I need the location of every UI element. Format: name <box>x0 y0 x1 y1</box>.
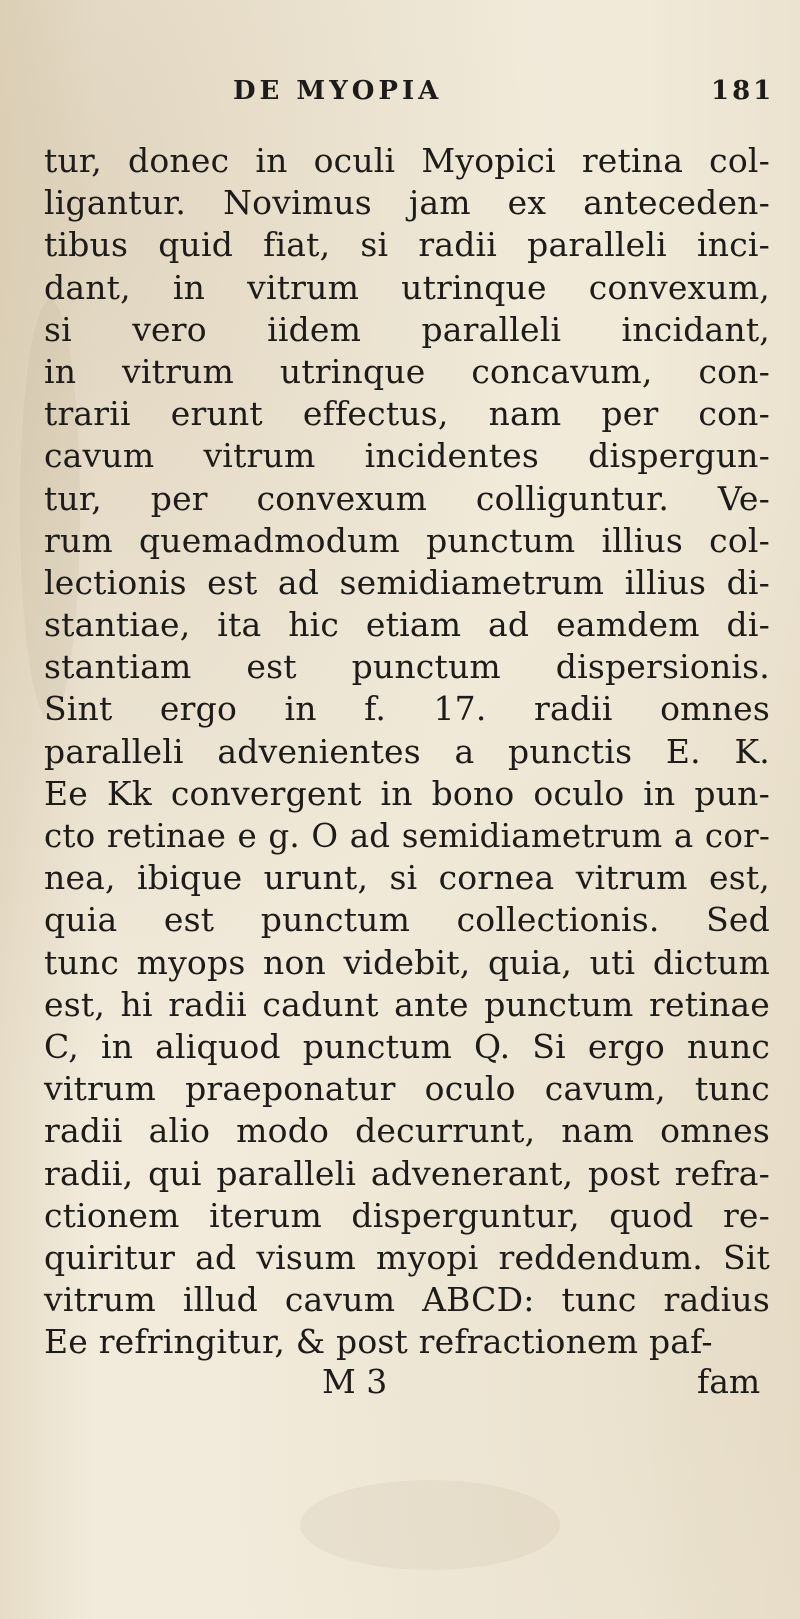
text-line: nea, ibique urunt, si cornea vitrum est, <box>44 858 770 898</box>
body-text <box>44 140 770 1363</box>
text-line: Ee Kk convergent in bono oculo in pun- <box>44 773 770 813</box>
text-line: stantiam est punctum dispersionis. <box>44 647 770 687</box>
text-line: cavum vitrum incidentes dispergun- <box>44 436 770 476</box>
catchword: fam <box>697 1362 761 1401</box>
text-line: tunc myops non videbit, quia, uti dictum <box>44 942 770 982</box>
text-line: lectionis est ad semidiametrum illius di- <box>44 562 770 602</box>
text-line: Ee refringitur, & post refractionem paf- <box>44 1322 713 1362</box>
text-line: stantiae, ita hic etiam ad eamdem di- <box>44 605 770 645</box>
text-line: si vero iidem paralleli incidant, <box>44 309 770 349</box>
signature-mark: M 3 <box>322 1362 388 1401</box>
text-line: vitrum illud cavum ABCD: tunc radius <box>44 1280 770 1320</box>
running-title: DE MYOPIA <box>233 76 443 106</box>
text-line: Sint ergo in f. 17. radii omnes <box>44 689 770 729</box>
text-line: radii alio modo decurrunt, nam omnes <box>44 1111 770 1151</box>
text-line: in vitrum utrinque concavum, con- <box>44 351 770 391</box>
running-head <box>0 76 800 116</box>
page-number: 181 <box>711 76 775 106</box>
text-line: est, hi radii cadunt ante punctum retinae <box>44 984 770 1024</box>
text-line: tibus quid fiat, si radii paralleli inci- <box>44 225 770 265</box>
text-line: cto retinae e g. O ad semidiametrum a cor- <box>44 817 770 855</box>
text-line: dant, in vitrum utrinque convexum, <box>44 267 770 307</box>
text-line: vitrum praeponatur oculo cavum, tunc <box>44 1069 770 1109</box>
text-line: paralleli advenientes a punctis E. K. <box>44 731 770 771</box>
text-line: trarii erunt effectus, nam per con- <box>44 394 770 434</box>
text-line: ctionem iterum disperguntur, quod re- <box>44 1195 770 1235</box>
text-line: C, in aliquod punctum Q. Si ergo nunc <box>44 1026 770 1066</box>
text-line: rum quemadmodum punctum illius col- <box>44 520 770 560</box>
page-footer <box>0 1362 800 1406</box>
text-line: quia est punctum collectionis. Sed <box>44 900 770 940</box>
text-line: tur, per convexum colliguntur. Ve- <box>44 478 770 518</box>
text-line: ligantur. Novimus jam ex anteceden- <box>44 183 770 223</box>
text-line: quiritur ad visum myopi reddendum. Sit <box>44 1237 770 1277</box>
paper-stain <box>300 1480 560 1570</box>
text-line: tur, donec in oculi Myopici retina col- <box>44 141 770 180</box>
text-line: radii, qui paralleli advenerant, post refra- <box>44 1153 770 1193</box>
